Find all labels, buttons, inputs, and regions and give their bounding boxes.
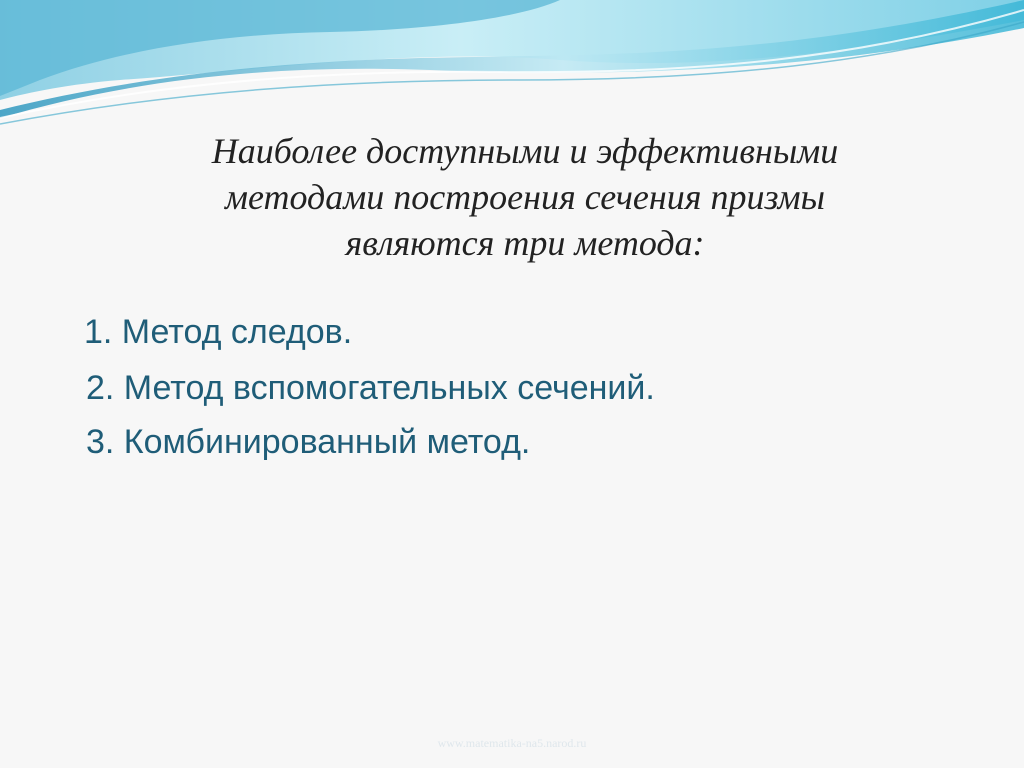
heading-line: Наиболее доступными и эффективными [211,131,839,171]
list-item: 3. Комбинированный метод. [86,423,531,461]
watermark: www.matematika-na5.narod.ru [437,736,587,750]
list-item: 2. Метод вспомогательных сечений. [86,369,655,407]
heading-line: методами построения сечения призмы [225,177,825,217]
slide-heading [130,128,920,266]
heading-line: являются три метода: [345,223,705,263]
list-item: 1. Метод следов. [84,313,353,351]
wave-decoration [0,0,1024,130]
